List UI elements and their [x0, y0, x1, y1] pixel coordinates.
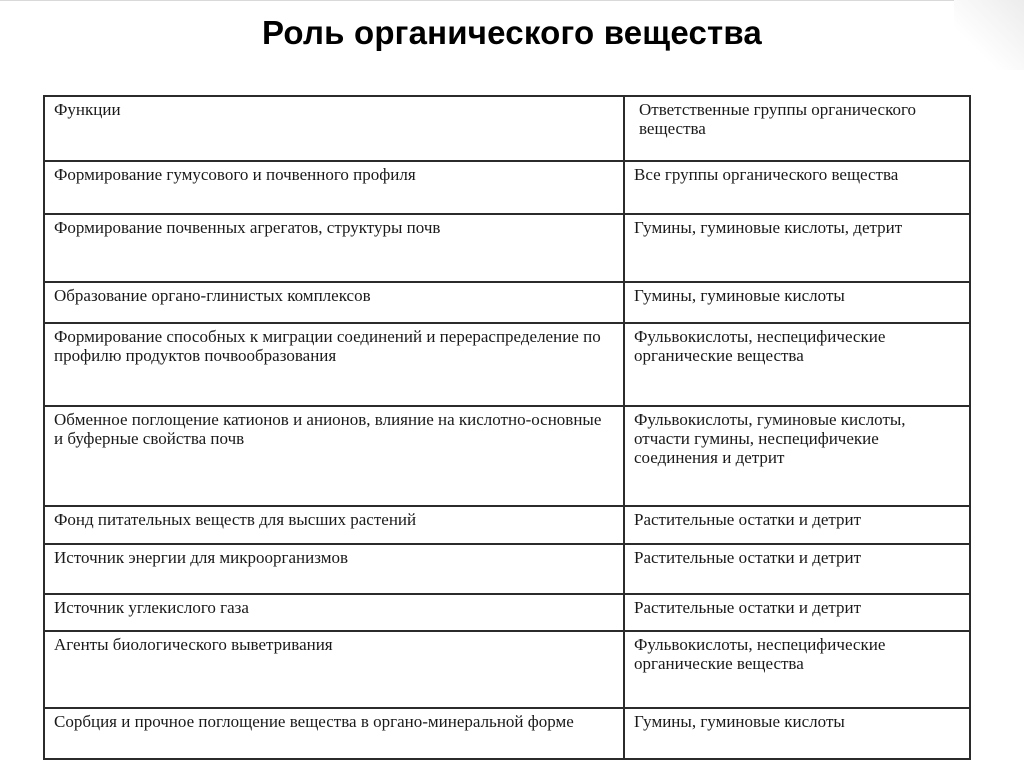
function-cell: Формирование почвенных агрегатов, структуры почв: [44, 214, 624, 282]
groups-cell: Гумины, гуминовые кислоты: [624, 708, 970, 759]
groups-cell: Все группы органического вещества: [624, 161, 970, 214]
groups-cell: Растительные остатки и детрит: [624, 594, 970, 631]
organic-matter-roles-table: [43, 95, 971, 760]
groups-cell: Гумины, гуминовые кислоты, детрит: [624, 214, 970, 282]
groups-cell: Фульвокислоты, неспецифические органические вещества: [624, 631, 970, 708]
table-row: [44, 594, 970, 631]
table-row: [44, 214, 970, 282]
table-row: [44, 506, 970, 544]
groups-cell: Гумины, гуминовые кислоты: [624, 282, 970, 323]
function-cell: Агенты биологического выветривания: [44, 631, 624, 708]
function-cell: Фонд питательных веществ для высших растений: [44, 506, 624, 544]
table-header-row: [44, 96, 970, 161]
groups-cell: Фульвокислоты, неспецифические органические вещества: [624, 323, 970, 406]
table-row: [44, 406, 970, 506]
table-row: [44, 161, 970, 214]
table-row: [44, 323, 970, 406]
table-row: [44, 544, 970, 594]
groups-cell: Фульвокислоты, гуминовые кислоты, отчасти гумины, неспецифичекие соединения и детрит: [624, 406, 970, 506]
function-cell: Сорбция и прочное поглощение вещества в органо-минеральной форме: [44, 708, 624, 759]
header-functions: Функции: [44, 96, 624, 161]
function-cell: Образование органо-глинистых комплексов: [44, 282, 624, 323]
groups-cell: Растительные остатки и детрит: [624, 544, 970, 594]
function-cell: Источник углекислого газа: [44, 594, 624, 631]
function-cell: Источник энергии для микроорганизмов: [44, 544, 624, 594]
function-cell: Обменное поглощение катионов и анионов, влияние на кислотно-основные и буферные свойства почв: [44, 406, 624, 506]
table-row: [44, 708, 970, 759]
groups-cell: Растительные остатки и детрит: [624, 506, 970, 544]
table-row: [44, 631, 970, 708]
function-cell: Формирование гумусового и почвенного профиля: [44, 161, 624, 214]
top-divider: [0, 0, 1024, 1]
function-cell: Формирование способных к миграции соединений и перераспределение по профилю продуктов почвообразования: [44, 323, 624, 406]
table-row: [44, 282, 970, 323]
page-title: Роль органического вещества: [262, 14, 762, 51]
header-responsible-groups: Ответственные группы органического вещества: [624, 96, 970, 161]
